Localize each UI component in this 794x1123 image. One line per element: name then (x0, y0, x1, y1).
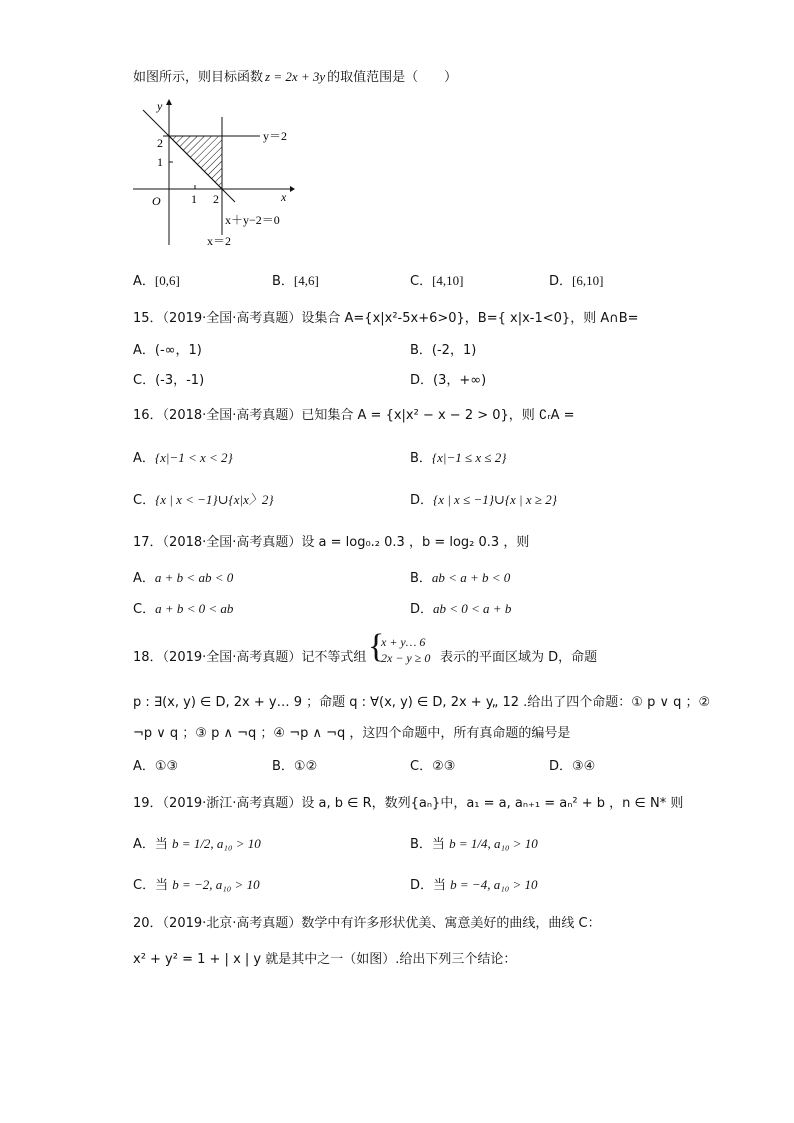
q17-option-a-label: A． (133, 571, 155, 586)
q20-line-2: x² + y² = 1 + | x | y 就是其中之一（如图）.给出下列三个结论： (133, 952, 517, 967)
q14-option-b[interactable] (272, 270, 319, 289)
q18-option-a-label: A． (133, 759, 155, 774)
q18-stem-post: 表示的平面区域为 D，命题 (440, 650, 598, 665)
q18-option-a[interactable] (133, 755, 178, 774)
q14-option-c-value: [4,10] (432, 273, 464, 288)
q14-option-d[interactable] (549, 270, 603, 289)
q18-option-b-label: B． (272, 759, 294, 774)
q17-option-b-label: B． (410, 571, 432, 586)
q19-option-b[interactable] (410, 833, 538, 852)
origin-label: O (152, 194, 161, 208)
q18-line-3: ¬p ∨ q ；③ p ∧ ¬q ；④ ¬p ∧ ¬q ，这四个命题中，所有真命题的编号是 (133, 726, 571, 741)
q15-option-a[interactable] (133, 339, 202, 358)
q19-option-c-label: C．当 (133, 878, 169, 893)
y-axis-label: y (157, 99, 163, 113)
q16-option-d-label: D． (410, 493, 434, 508)
q16-option-c[interactable] (133, 489, 274, 508)
q18-option-c-value: ②③ (432, 759, 456, 774)
q18-option-d-label: D． (549, 759, 573, 774)
q18-option-c[interactable] (410, 755, 455, 774)
q19-option-b-value: b = 1/4, a₁₀ > 10 (449, 836, 538, 851)
q15-option-c-value: (-3，-1) (155, 373, 205, 388)
q17-option-a-value: a + b < ab < 0 (154, 570, 234, 585)
q18-system-line-1: x + y… 6 (381, 635, 426, 649)
q14-stem (133, 66, 457, 85)
q16-option-b-label: B． (410, 451, 432, 466)
x-axis-arrow (290, 186, 295, 192)
q16-option-c-value: {x | x < −1}∪{x|x〉2} (155, 492, 274, 507)
q15-option-d[interactable] (410, 369, 486, 388)
q14-figure (125, 95, 305, 250)
q19-option-c[interactable] (133, 874, 260, 893)
q17-option-b-value: ab < a + b < 0 (431, 570, 511, 585)
line-x2-label: x＝2 (207, 234, 232, 248)
q14-option-c-label: C． (410, 274, 433, 289)
q18-stem-pre: 18．（2019·全国·高考真题）记不等式组 (133, 650, 367, 665)
q17-stem: 17．（2018·全国·高考真题）设 a = log₀.₂ 0.3 ，b = log₂ 0.3 ，则 (133, 535, 530, 550)
q16-option-d-value: {x | x ≤ −1}∪{x | x ≥ 2} (433, 492, 557, 507)
q14-option-d-label: D． (549, 274, 573, 289)
q16-option-d[interactable] (410, 489, 557, 508)
q14-stem-post: 的取值范围是（ ） (327, 70, 458, 85)
q16-option-a-value: {x|−1 < x < 2} (154, 450, 233, 465)
q14-option-b-value: [4,6] (293, 273, 319, 288)
q15-option-c-label: C． (133, 373, 156, 388)
q19-option-a-value: b = 1/2, a₁₀ > 10 (172, 836, 261, 851)
q14-option-c[interactable] (410, 270, 464, 289)
q17-option-d-value: ab < 0 < a + b (433, 601, 512, 616)
q18-option-a-value: ①③ (154, 759, 179, 774)
q14-stem-pre: 如图所示，则目标函数 (133, 70, 264, 85)
q19-option-d-value: b = −4, a₁₀ > 10 (450, 877, 538, 892)
q15-option-a-label: A． (133, 343, 155, 358)
q14-option-a-value: [0,6] (154, 273, 180, 288)
q16-option-a-label: A． (133, 451, 155, 466)
q14-option-a-label: A． (133, 274, 155, 289)
q16-option-b[interactable] (410, 447, 506, 466)
q15-option-b-label: B． (410, 343, 432, 358)
q16-stem: 16．（2018·全国·高考真题）已知集合 A = {x|x² − x − 2 > 0}，则 ∁ᵣA = (133, 408, 575, 423)
q17-option-c-value: a + b < 0 < ab (155, 601, 234, 616)
q17-option-b[interactable] (410, 567, 510, 586)
line-y2-label: y＝2 (263, 129, 288, 143)
q17-option-a[interactable] (133, 567, 233, 586)
q15-option-b[interactable] (410, 339, 476, 358)
y-tick-1-label: 1 (157, 155, 163, 169)
q14-option-d-value: [6,10] (572, 273, 604, 288)
q18-option-d-value: ③④ (572, 759, 596, 774)
q18-brace: { (368, 628, 385, 665)
x-axis-label: x (281, 190, 287, 204)
q19-stem: 19．（2019·浙江·高考真题）设 a, b ∈ R，数列{aₙ}中，a₁ = a, aₙ₊₁ = aₙ² + b ，n ∈ N* 则 (133, 796, 684, 811)
q20-stem: 20．（2019·北京·高考真题）数学中有许多形状优美、寓意美好的曲线，曲线 C： (133, 916, 601, 931)
q14-expr: z = 2x + 3y (265, 69, 326, 84)
q15-option-b-value: (-2，1) (431, 343, 477, 358)
q14-option-a[interactable] (133, 270, 180, 289)
q18-system-line-2: 2x − y ≥ 0 (381, 651, 431, 665)
x-tick-1-label: 1 (191, 192, 197, 206)
x-tick-2-label: 2 (213, 192, 219, 206)
q15-stem: 15．（2019·全国·高考真题）设集合 A={x|x²-5x+6>0}，B={ x|x-1<0}，则 A∩B= (133, 311, 639, 326)
q19-option-a[interactable] (133, 833, 261, 852)
q15-option-d-value: (3，+∞) (433, 373, 487, 388)
q18-option-d[interactable] (549, 755, 595, 774)
line-diag-label: x＋y−2＝0 (225, 213, 280, 227)
q15-option-a-value: (-∞，1) (154, 343, 202, 358)
q18-option-c-label: C． (410, 759, 433, 774)
q18-option-b-value: ①② (293, 759, 318, 774)
q15-option-c[interactable] (133, 369, 204, 388)
q16-option-a[interactable] (133, 447, 233, 466)
q17-option-c-label: C． (133, 602, 156, 617)
q14-option-b-label: B． (272, 274, 294, 289)
q15-option-d-label: D． (410, 373, 434, 388)
q16-option-b-value: {x|−1 ≤ x ≤ 2} (431, 450, 507, 465)
y-axis-arrow (166, 99, 172, 105)
q19-option-a-label: A．当 (133, 837, 168, 852)
q17-option-d-label: D． (410, 602, 434, 617)
y-tick-2-label: 2 (157, 136, 163, 150)
q16-option-c-label: C． (133, 493, 156, 508)
q19-option-c-value: b = −2, a₁₀ > 10 (172, 877, 260, 892)
q19-option-d[interactable] (410, 874, 538, 893)
q18-option-b[interactable] (272, 755, 317, 774)
q19-option-d-label: D．当 (410, 878, 447, 893)
q19-option-b-label: B．当 (410, 837, 445, 852)
q17-option-c[interactable] (133, 598, 233, 617)
q18-line-2: p : ∃(x, y) ∈ D, 2x + y… 9 ；命题 q : ∀(x, y) ∈ D, 2x + y„ 12 .给出了四个命题：① p ∨ q ；② (133, 695, 711, 710)
q17-option-d[interactable] (410, 598, 511, 617)
